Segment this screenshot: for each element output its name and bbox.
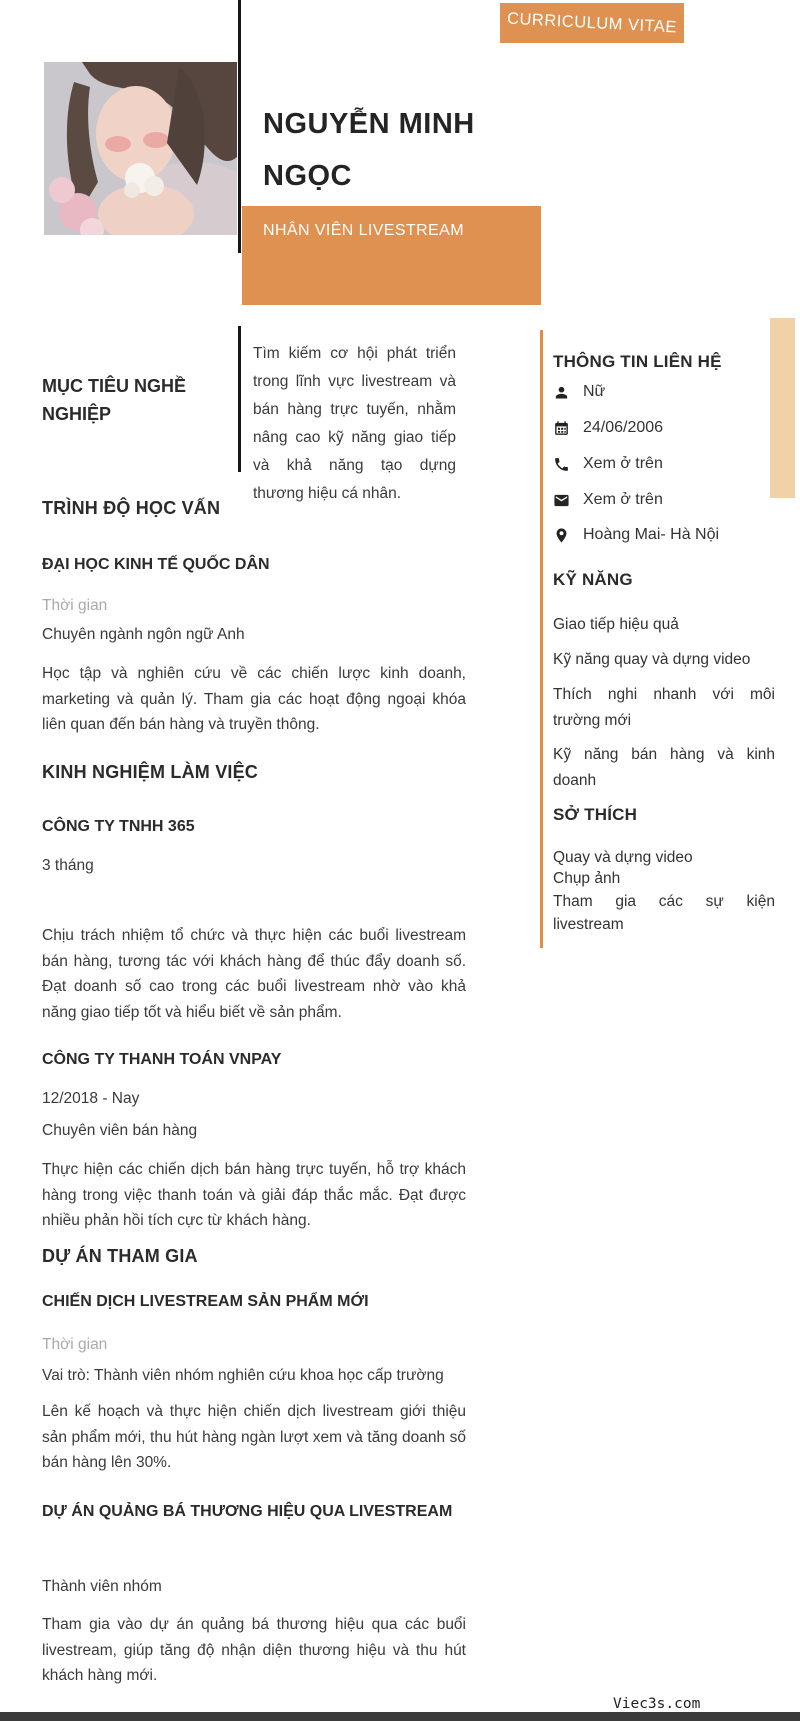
education-school: ĐẠI HỌC KINH TẾ QUỐC DÂN bbox=[42, 556, 270, 573]
objective-text: Tìm kiếm cơ hội phát triển trong lĩnh vực livestream và bán hàng trực tuyến, nhằm nâng cao kỹ năng giao tiếp và khả năng tạo dựng thương hiệu cá nhân. bbox=[253, 345, 456, 502]
skills-heading: KỸ NĂNG bbox=[553, 570, 633, 589]
job-time: 3 tháng bbox=[42, 857, 94, 874]
contact-value: Nữ bbox=[583, 383, 606, 400]
profile-photo bbox=[44, 62, 237, 235]
job-time: 12/2018 - Nay bbox=[42, 1090, 140, 1107]
hobbies-heading: SỞ THÍCH bbox=[553, 805, 638, 824]
contact-value: Xem ở trên bbox=[583, 455, 663, 472]
contact-value: Hoàng Mai- Hà Nội bbox=[583, 526, 720, 543]
objective-divider-line bbox=[238, 326, 241, 472]
watermark-link[interactable]: Viec3s.com bbox=[613, 1696, 701, 1712]
calendar-icon bbox=[553, 420, 570, 437]
project-description: Tham gia vào dự án quảng bá thương hiệu qua các buổi livestream, giúp tăng độ nhận diện thương hiệu và thu hút khách hàng mới. bbox=[42, 1616, 466, 1684]
contact-value: 24/06/2006 bbox=[583, 419, 664, 436]
hobby-item: Tham gia các sự kiện livestream bbox=[553, 893, 775, 933]
job-role: Chuyên viên bán hàng bbox=[42, 1122, 198, 1139]
phone-icon bbox=[553, 456, 570, 473]
project-time: Thời gian bbox=[42, 1336, 108, 1353]
contact-row-email bbox=[553, 491, 783, 509]
location-icon bbox=[553, 527, 570, 544]
curriculum-vitae-badge bbox=[500, 3, 684, 43]
mail-icon bbox=[553, 492, 570, 509]
contact-row-gender bbox=[553, 383, 783, 401]
experience-heading: KINH NGHIỆM LÀM VIỆC bbox=[42, 762, 259, 782]
contact-row-address bbox=[553, 526, 783, 544]
project-role: Vai trò: Thành viên nhóm nghiên cứu khoa học cấp trường bbox=[42, 1367, 444, 1384]
hobby-item: Quay và dựng video bbox=[553, 849, 693, 866]
skill-item: Kỹ năng bán hàng và kinh doanh bbox=[553, 746, 775, 789]
profile-photo-illustration bbox=[44, 62, 237, 235]
education-heading: TRÌNH ĐỘ HỌC VẤN bbox=[42, 498, 221, 518]
job-title-banner bbox=[242, 206, 541, 305]
job-company: CÔNG TY THANH TOÁN VNPAY bbox=[42, 1051, 282, 1068]
header-divider-line bbox=[238, 0, 241, 253]
job-title-label: NHÂN VIÊN LIVESTREAM bbox=[263, 222, 464, 239]
footer-bar bbox=[0, 1712, 800, 1721]
candidate-name-line2: NGỌC bbox=[263, 160, 352, 192]
education-time: Thời gian bbox=[42, 597, 108, 614]
job-description: Thực hiện các chiến dịch bán hàng trực tuyến, hỗ trợ khách hàng trong việc thanh toán và giải đáp thắc mắc. Đạt được nhiều phản hồi tích cực từ khách hàng. bbox=[42, 1161, 466, 1229]
curriculum-vitae-label: CURRICULUM VITAE bbox=[506, 9, 678, 36]
hobby-item: Chụp ảnh bbox=[553, 870, 621, 887]
job-company: CÔNG TY TNHH 365 bbox=[42, 818, 195, 835]
contact-row-birthdate bbox=[553, 419, 783, 437]
project-title: CHIẾN DỊCH LIVESTREAM SẢN PHẨM MỚI bbox=[42, 1293, 369, 1310]
skill-item: Giao tiếp hiệu quả bbox=[553, 616, 679, 633]
job-description: Chịu trách nhiệm tổ chức và thực hiện các buổi livestream bán hàng, tương tác với khách hàng để thúc đẩy doanh số. Đạt doanh số cao trong các buổi livestream nhờ vào khả năng giao tiếp tốt và hiểu biết về sản phẩm. bbox=[42, 927, 466, 1021]
objective-heading: MỤC TIÊU NGHỀ NGHIỆP bbox=[42, 376, 186, 424]
skill-item: Thích nghi nhanh với môi trường mới bbox=[553, 686, 775, 729]
education-major: Chuyên ngành ngôn ngữ Anh bbox=[42, 626, 245, 643]
contact-value: Xem ở trên bbox=[583, 491, 663, 508]
contact-heading: THÔNG TIN LIÊN HỆ bbox=[553, 352, 722, 371]
candidate-name bbox=[263, 98, 643, 202]
right-column-accent-line bbox=[540, 330, 543, 948]
project-role: Thành viên nhóm bbox=[42, 1578, 162, 1595]
projects-heading: DỰ ÁN THAM GIA bbox=[42, 1246, 198, 1266]
education-description: Học tập và nghiên cứu về các chiến lược kinh doanh, marketing và quản lý. Tham gia các hoạt động ngoại khóa liên quan đến bán hàng và truyền thông. bbox=[42, 665, 466, 733]
person-icon bbox=[553, 384, 570, 401]
project-title: DỰ ÁN QUẢNG BÁ THƯƠNG HIỆU QUA LIVESTREAM bbox=[42, 1503, 453, 1520]
skill-item: Kỹ năng quay và dựng video bbox=[553, 651, 751, 668]
contact-row-phone bbox=[553, 455, 783, 473]
candidate-name-line1: NGUYỄN MINH bbox=[263, 108, 475, 140]
project-description: Lên kế hoạch và thực hiện chiến dịch livestream giới thiệu sản phẩm mới, thu hút hàng ngàn lượt xem và tăng doanh số bán hàng lên 30%. bbox=[42, 1403, 466, 1471]
